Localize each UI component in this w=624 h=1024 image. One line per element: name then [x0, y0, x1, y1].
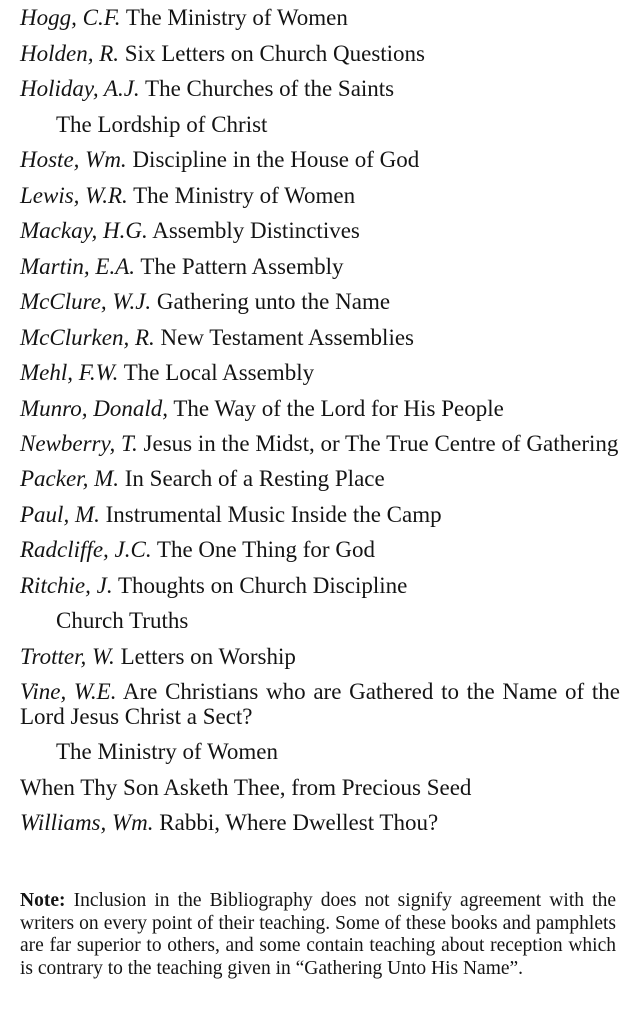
entry-title: Letters on Worship — [120, 643, 296, 669]
entry-title: Gathering unto the Name — [156, 289, 391, 314]
entry-author: Hoste, Wm. — [20, 147, 127, 172]
entry-author: Hogg, C.F. — [20, 5, 121, 30]
bibliography-entry — [20, 178, 620, 214]
entry-title: Jesus in the Midst, or The True Centre of Gathering — [143, 431, 619, 456]
bibliography-entry — [20, 426, 620, 461]
entry-title: When Thy Son Asketh Thee, from Precious Seed — [20, 774, 472, 800]
note-text: Inclusion in the Bibliography does not signify agreement with the writers on every point of their teaching. Some of these books and pamphlets are far superior to others, and some contain teaching about reception which is contrary to the teaching given in “Gathering Unto His Name”. — [20, 890, 616, 979]
entry-author: Trotter, W. — [20, 643, 115, 669]
entry-author: Packer, M. — [20, 466, 119, 491]
entry-title: Discipline in the House of God — [132, 147, 420, 172]
entry-title: Thoughts on Church Discipline — [117, 572, 408, 598]
entry-author: Mehl, F.W. — [20, 360, 119, 385]
entry-title: Are Christians who are Gathered to the Name of the Lord Jesus Christ a Sect? — [20, 679, 620, 729]
entry-author: Vine, W.E. — [20, 679, 117, 704]
bibliography-note — [20, 890, 616, 980]
entry-title: Church Truths — [56, 608, 189, 633]
bibliography-entry — [20, 497, 620, 533]
bibliography-entry — [20, 770, 620, 806]
entry-title: The Pattern Assembly — [140, 253, 344, 279]
entry-author: Martin, E.A. — [20, 253, 135, 279]
bibliography-entry — [20, 805, 620, 841]
entry-author: Mackay, H.G. — [20, 218, 148, 243]
entry-title: The Ministry of Women — [56, 739, 278, 764]
entry-author: Paul, M. — [20, 501, 100, 527]
bibliography-entry — [20, 36, 620, 72]
entry-title: The One Thing for God — [156, 537, 375, 562]
entry-title: In Search of a Resting Place — [124, 466, 385, 491]
bibliography-entry — [20, 71, 620, 107]
bibliography-entry — [20, 355, 620, 391]
entry-title: Rabbi, Where Dwellest Thou? — [159, 810, 439, 835]
bibliography-entry — [20, 0, 620, 36]
entry-title: The Local Assembly — [123, 360, 315, 385]
entry-title: The Churches of the Saints — [145, 76, 395, 101]
entry-author: Munro, Donald, — [20, 395, 169, 421]
bibliography-entry — [20, 674, 620, 734]
entry-author: McClurken, R. — [20, 324, 155, 350]
entry-title: Six Letters on Church Questions — [124, 40, 426, 66]
bibliography-entry — [20, 142, 620, 178]
bibliography-entry — [20, 603, 620, 639]
entry-title: Instrumental Music Inside the Camp — [105, 501, 442, 527]
entry-author: Holiday, A.J. — [20, 76, 140, 101]
bibliography-entry — [20, 249, 620, 285]
entry-title: Assembly Distinctives — [152, 218, 360, 243]
bibliography-entry — [20, 391, 620, 427]
bibliography-entry — [20, 107, 620, 143]
entry-title: New Testament Assemblies — [160, 324, 414, 350]
note-label: Note: — [20, 890, 66, 911]
entry-author: Ritchie, J. — [20, 572, 113, 598]
entry-author: Radcliffe, J.C. — [20, 537, 152, 562]
entry-title: The Ministry of Women — [125, 5, 348, 30]
bibliography-list — [20, 0, 620, 841]
bibliography-entry — [20, 213, 620, 249]
bibliography-entry — [20, 532, 620, 568]
entry-title: The Ministry of Women — [133, 182, 356, 208]
bibliography-entry — [20, 639, 620, 675]
bibliography-entry — [20, 568, 620, 604]
entry-author: Holden, R. — [20, 40, 120, 66]
bibliography-entry — [20, 284, 620, 320]
entry-author: Williams, Wm. — [20, 810, 154, 835]
entry-author: Lewis, W.R. — [20, 182, 128, 208]
bibliography-entry — [20, 461, 620, 497]
entry-title: The Lordship of Christ — [56, 111, 268, 137]
bibliography-entry — [20, 320, 620, 356]
entry-title: The Way of the Lord for His People — [173, 395, 504, 421]
entry-author: Newberry, T. — [20, 431, 138, 456]
bibliography-entry — [20, 734, 620, 770]
entry-author: McClure, W.J. — [20, 289, 152, 314]
